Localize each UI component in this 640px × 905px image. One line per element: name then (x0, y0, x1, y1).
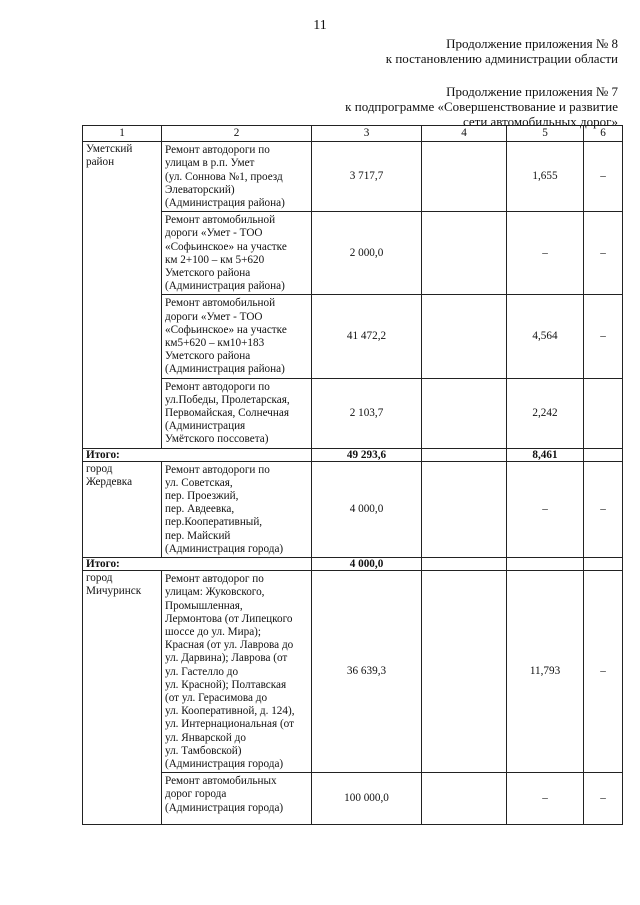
amount-cell: 100 000,0 (312, 773, 422, 825)
page-number: 11 (313, 18, 327, 33)
col6-cell: – (584, 461, 623, 557)
work-name-cell: Ремонт автомобильной дороги «Умет - ТОО «Софьинское» на участке км 2+100 – км 5+620 Уметского района (Администрация района) (162, 212, 312, 295)
length-cell: 1,655 (507, 142, 584, 212)
column-number-row (83, 126, 623, 142)
table-row (83, 212, 623, 295)
col4-cell (422, 571, 507, 773)
length-cell: – (507, 461, 584, 557)
amount-cell: 2 103,7 (312, 378, 422, 448)
total-col6 (584, 558, 623, 571)
header-appendix-8 (386, 36, 618, 66)
total-label: Итого: (83, 448, 312, 461)
col4-cell (422, 142, 507, 212)
work-name-cell: Ремонт автодороги по ул.Победы, Пролетарская, Первомайская, Солнечная (Администрация Умётского поссовета) (162, 378, 312, 448)
column-header-4: 4 (422, 126, 507, 142)
location-cell-umet: Уметский район (83, 142, 162, 448)
location-cell-michurinsk: город Мичуринск (83, 571, 162, 825)
header-appendix-7-line2: к подпрограмме «Совершенствование и развитие (345, 99, 618, 114)
table-row (83, 461, 623, 557)
col4-cell (422, 295, 507, 378)
amount-cell: 41 472,2 (312, 295, 422, 378)
header-appendix-7 (345, 84, 618, 129)
total-row-umet (83, 448, 623, 461)
total-col4 (422, 558, 507, 571)
column-header-6: 6 (584, 126, 623, 142)
location-cell-zherdevka: город Жердевка (83, 461, 162, 557)
col6-cell (584, 378, 623, 448)
table-row (83, 295, 623, 378)
work-name-cell: Ремонт автодороги по улицам в р.п. Умет (ул. Соннова №1, проезд Элеваторский) (Администрация района) (162, 142, 312, 212)
amount-cell: 2 000,0 (312, 212, 422, 295)
total-col4 (422, 448, 507, 461)
col4-cell (422, 212, 507, 295)
length-cell: 2,242 (507, 378, 584, 448)
amount-cell: 36 639,3 (312, 571, 422, 773)
col6-cell: – (584, 773, 623, 825)
column-header-5: 5 (507, 126, 584, 142)
amount-cell: 3 717,7 (312, 142, 422, 212)
col6-cell: – (584, 571, 623, 773)
total-row-zherdevka (83, 558, 623, 571)
length-cell: – (507, 212, 584, 295)
total-label: Итого: (83, 558, 312, 571)
length-cell: – (507, 773, 584, 825)
length-cell: 4,564 (507, 295, 584, 378)
work-name-cell: Ремонт автодорог по улицам: Жуковского, Промышленная, Лермонтова (от Липецкого шоссе до ул. Мира); Красная (от ул. Лаврова до ул. Дарвина); Лаврова (от ул. Гастелло до ул. Красной); Полтавская (от ул. Герасимова до ул. Кооперативной, д. 124), ул. Интернациональная (от ул. Январской до ул. Тамбовской) (Администрация города) (162, 571, 312, 773)
column-header-2: 2 (162, 126, 312, 142)
header-appendix-7-line1: Продолжение приложения № 7 (446, 84, 618, 99)
table-row (83, 142, 623, 212)
total-amount: 4 000,0 (312, 558, 422, 571)
work-name-cell: Ремонт автомобильной дороги «Умет - ТОО «Софьинское» на участке км5+620 – км10+183 Уметского района (Администрация района) (162, 295, 312, 378)
header-appendix-8-line2: к постановлению администрации области (385, 51, 618, 66)
col4-cell (422, 773, 507, 825)
header-appendix-7-line3: сети автомобильных дорог» (462, 114, 618, 129)
col6-cell: – (584, 212, 623, 295)
column-header-3: 3 (312, 126, 422, 142)
total-amount: 49 293,6 (312, 448, 422, 461)
amount-cell: 4 000,0 (312, 461, 422, 557)
table-row (83, 571, 623, 773)
col6-cell: – (584, 142, 623, 212)
col4-cell (422, 461, 507, 557)
table-row (83, 773, 623, 825)
program-table (82, 125, 623, 825)
total-length (507, 558, 584, 571)
table-row (83, 378, 623, 448)
total-length: 8,461 (507, 448, 584, 461)
col6-cell: – (584, 295, 623, 378)
col4-cell (422, 378, 507, 448)
work-name-cell: Ремонт автомобильных дорог города (Администрация города) (162, 773, 312, 825)
work-name-cell: Ремонт автодороги по ул. Советская, пер. Проезжий, пер. Авдеевка, пер.Кооперативный, пер. Майский (Администрация города) (162, 461, 312, 557)
header-appendix-8-line1: Продолжение приложения № 8 (446, 36, 618, 51)
total-col6 (584, 448, 623, 461)
length-cell: 11,793 (507, 571, 584, 773)
column-header-1: 1 (83, 126, 162, 142)
